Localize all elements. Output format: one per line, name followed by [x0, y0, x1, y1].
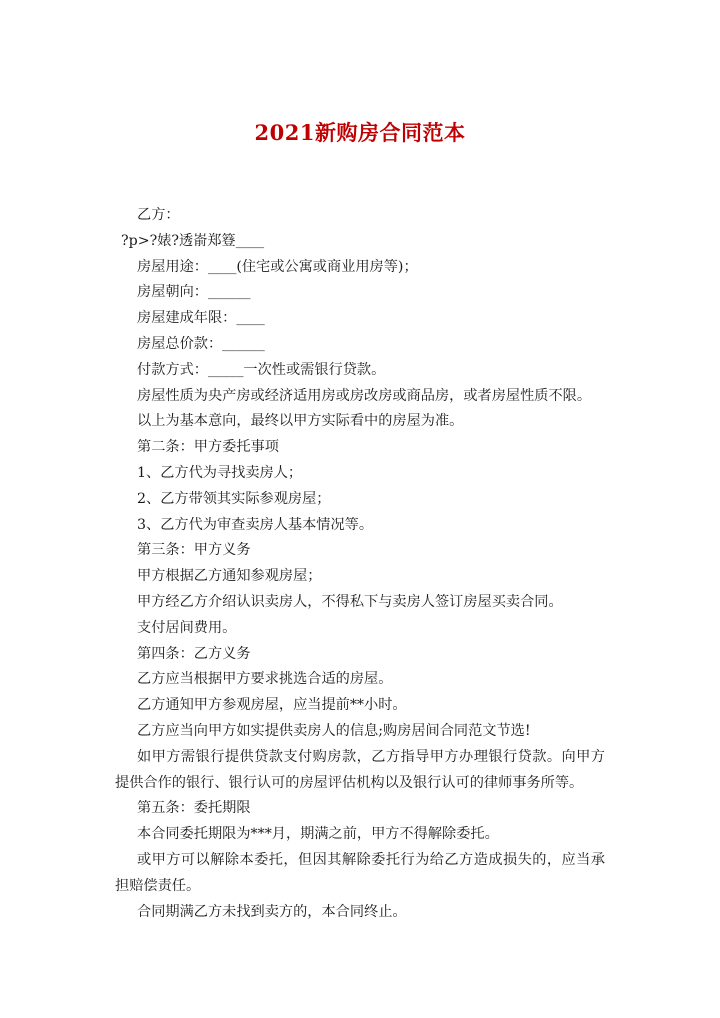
paragraph: 合同期满乙方未找到卖方的，本合同终止。 [137, 903, 407, 920]
document-body [115, 203, 605, 925]
paragraph: 甲方经乙方介绍认识卖房人，不得私下与卖房人签订房屋买卖合同。 [137, 593, 563, 610]
section-heading: 第三条：甲方义务 [137, 542, 251, 559]
paragraph: 甲方根据乙方通知参观房屋； [137, 568, 322, 585]
paragraph: 房屋朝向：______ [137, 284, 251, 301]
paragraph: 或甲方可以解除本委托，但因其解除委托行为给乙方造成损失的，应当承担赔偿责任。 [115, 851, 605, 894]
list-item: 2、乙方带领其实际参观房屋； [137, 490, 331, 507]
paragraph: 乙方应当向甲方如实提供卖房人的信息;购房居间合同范文节选! [137, 722, 531, 739]
paragraph: 如甲方需银行提供贷款支付购房款，乙方指导甲方办理银行贷款。向甲方提供合作的银行、银行认可的房屋评估机构以及银行认可的律师事务所等。 [115, 748, 605, 791]
list-item: 3、乙方代为审查卖房人基本情况等。 [137, 516, 374, 533]
section-heading: 第二条：甲方委托事项 [137, 439, 279, 456]
paragraph: 乙方应当根据甲方要求挑选合适的房屋。 [137, 671, 393, 688]
paragraph: 房屋性质为央产房或经济适用房或房改房或商品房，或者房屋性质不限。 [137, 387, 592, 404]
paragraph: 乙方： [137, 207, 180, 223]
section-heading: 第四条：乙方义务 [137, 645, 251, 662]
paragraph: 乙方通知甲方参观房屋，应当提前**小时。 [137, 697, 407, 714]
document-title: 2021新购房合同范本 [254, 120, 466, 145]
paragraph: 房屋用途：____(住宅或公寓或商业用房等)； [137, 258, 418, 275]
paragraph: 本合同委托期限为***月，期满之前，甲方不得解除委托。 [137, 826, 499, 843]
paragraph: 房屋总价款：______ [137, 335, 265, 352]
paragraph: 付款方式：_____一次性或需银行贷款。 [137, 361, 386, 378]
section-heading: 第五条：委托期限 [137, 800, 251, 817]
paragraph: 以上为基本意向，最终以甲方实际看中的房屋为准。 [137, 413, 464, 430]
paragraph: ?p>?婊?透嵛郑簦____ [121, 232, 265, 249]
paragraph: 房屋建成年限：____ [137, 310, 265, 327]
paragraph: 支付居间费用。 [137, 619, 237, 636]
list-item: 1、乙方代为寻找卖房人； [137, 464, 303, 481]
